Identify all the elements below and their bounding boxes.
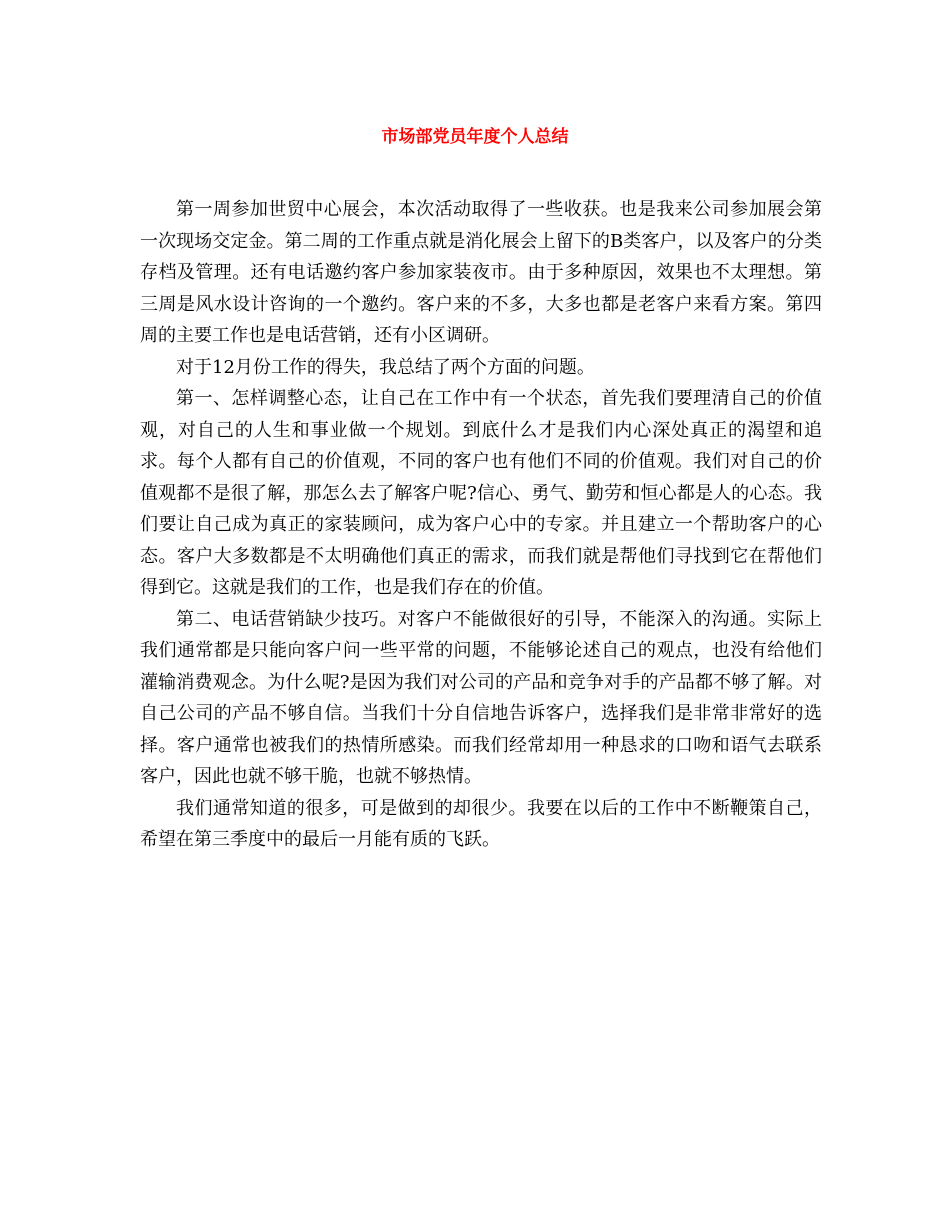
document-title: 市场部党员年度个人总结 <box>381 127 569 147</box>
paragraph-december-review: 对于12月份工作的得失，我总结了两个方面的问题。 <box>176 356 595 378</box>
paragraph-conclusion: 我们通常知道的很多，可是做到的却很少。我要在以后的工作中不断鞭策自己，希望在第三季度中的最后一月能有质的飞跃。 <box>140 797 822 850</box>
paragraph-mindset-issue: 第一、怎样调整心态，让自己在工作中有一个状态，首先我们要理清自己的价值观，对自己的人生和事业做一个规划。到底什么才是我们内心深处真正的渴望和追求。每个人都有自己的价值观，不同的客户也有他们不同的价值观。我们对自己的价值观都不是很了解，那怎么去了解客户呢?信心、勇气、勤劳和恒心都是人的心态。我们要让自己成为真正的家装顾问，成为客户心中的专家。并且建立一个帮助客户的心态。客户大多数都是不太明确他们真正的需求，而我们就是帮他们寻找到它在帮他们得到它。这就是我们的工作，也是我们存在的价值。 <box>140 388 822 598</box>
paragraph-weekly-summary: 第一周参加世贸中心展会，本次活动取得了一些收获。也是我来公司参加展会第一次现场交定金。第二周的工作重点就是消化展会上留下的B类客户，以及客户的分类存档及管理。还有电话邀约客户参加家装夜市。由于多种原因，效果也不太理想。第三周是风水设计咨询的一个邀约。客户来的不多，大多也都是老客户来看方案。第四周的主要工作也是电话营销，还有小区调研。 <box>140 199 822 346</box>
document-body <box>140 194 822 856</box>
paragraph-telemarketing-issue: 第二、电话营销缺少技巧。对客户不能做很好的引导，不能深入的沟通。实际上我们通常都是只能向客户问一些平常的问题，不能够论述自己的观点，也没有给他们灌输消费观念。为什么呢?是因为我们对公司的产品和竞争对手的产品都不够了解。对自己公司的产品不够自信。当我们十分自信地告诉客户，选择我们是非常非常好的选择。客户通常也被我们的热情所感染。而我们经常却用一种恳求的口吻和语气去联系客户，因此也就不够干脆，也就不够热情。 <box>140 608 822 787</box>
